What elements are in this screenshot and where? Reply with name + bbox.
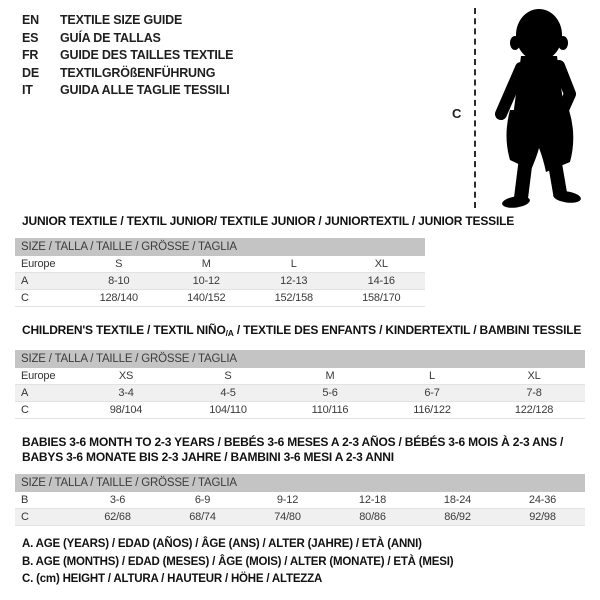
lang-row-en (22, 12, 233, 30)
footnote-c: C. (cm) HEIGHT / ALTURA / HAUTEUR / HÖHE / ALTEZZA (22, 573, 323, 585)
table-cell: M (163, 256, 251, 273)
row-label: C (15, 509, 75, 526)
row-label: Europe (15, 256, 75, 273)
table-cell: 12-18 (330, 492, 415, 509)
babies-size-table (15, 474, 585, 526)
row-label: A (15, 385, 75, 402)
lang-code: IT (22, 83, 33, 97)
children-table-title (22, 323, 585, 341)
table-cell: 86/92 (415, 509, 500, 526)
table-cell: 10-12 (163, 273, 251, 290)
height-c-label: C (452, 106, 462, 121)
table-row-age (15, 273, 425, 290)
table-cell: 158/170 (338, 290, 426, 307)
table-cell: 6-7 (381, 385, 483, 402)
legend-footnotes (22, 536, 453, 589)
height-figure (450, 6, 596, 208)
table-row-height (15, 509, 585, 526)
table-cell: M (279, 368, 381, 385)
table-cell: 140/152 (163, 290, 251, 307)
table-row-months (15, 492, 585, 509)
table-cell: 92/98 (500, 509, 585, 526)
table-cell: XS (75, 368, 177, 385)
table-cell: 3-6 (75, 492, 160, 509)
babies-table-title (22, 435, 585, 465)
table-cell: S (177, 368, 279, 385)
table-cell: 4-5 (177, 385, 279, 402)
table-cell: 3-4 (75, 385, 177, 402)
babies-title-line2: BABYS 3-6 MONATE BIS 2-3 JAHRE / BAMBINI 3-6 MESI A 2-3 ANNI (22, 450, 394, 464)
lang-title: GUIDA ALLE TAGLIE TESSILI (60, 83, 230, 97)
children-size-table (15, 350, 585, 419)
table-cell: 7-8 (483, 385, 585, 402)
table-cell: 18-24 (415, 492, 500, 509)
children-title-text: CHILDREN'S TEXTILE / TEXTIL NIÑO (22, 323, 226, 337)
table-cell: 12-13 (250, 273, 338, 290)
lang-row-de (22, 65, 233, 83)
table-cell: 5-6 (279, 385, 381, 402)
row-label: B (15, 492, 75, 509)
row-label: C (15, 402, 75, 419)
table-cell: 122/128 (483, 402, 585, 419)
size-header-row (15, 350, 585, 368)
baby-silhouette-icon (486, 6, 594, 208)
language-title-list (22, 12, 233, 100)
lang-code: EN (22, 13, 39, 27)
row-label: Europe (15, 368, 75, 385)
babies-title-line1: BABIES 3-6 MONTH TO 2-3 YEARS / BEBÉS 3-6 MESES A 2-3 AÑOS / BÉBÉS 3-6 MOIS À 2-3 ANS / (22, 435, 564, 449)
table-cell: 14-16 (338, 273, 426, 290)
table-cell: L (381, 368, 483, 385)
size-header-row (15, 238, 425, 256)
table-cell: 9-12 (245, 492, 330, 509)
table-cell: 128/140 (75, 290, 163, 307)
lang-code: DE (22, 65, 39, 80)
table-cell: 152/158 (250, 290, 338, 307)
table-cell: 98/104 (75, 402, 177, 419)
table-cell: 24-36 (500, 492, 585, 509)
table-cell: 74/80 (245, 509, 330, 526)
height-dashed-line (474, 8, 476, 208)
children-title-sub: /A (225, 328, 234, 338)
row-label: C (15, 290, 75, 307)
footnote-b: B. AGE (MONTHS) / EDAD (MESES) / ÂGE (MOIS) / ALTER (MONATE) / ETÀ (MESI) (22, 555, 454, 568)
table-cell: 104/110 (177, 402, 279, 419)
table-row-height (15, 402, 585, 419)
footnote-a: A. AGE (YEARS) / EDAD (AÑOS) / ÂGE (ANS) / ALTER (JAHRE) / ETÀ (ANNI) (22, 538, 422, 550)
table-row-europe (15, 256, 425, 273)
lang-row-fr (22, 47, 233, 65)
table-cell: XL (338, 256, 426, 273)
lang-row-it (22, 82, 233, 100)
table-cell: L (250, 256, 338, 273)
table-cell: 80/86 (330, 509, 415, 526)
table-cell: 8-10 (75, 273, 163, 290)
junior-size-table (15, 238, 425, 307)
size-header: SIZE / TALLA / TAILLE / GRÖSSE / TAGLIA (15, 238, 425, 256)
table-cell: 110/116 (279, 402, 381, 419)
lang-code: FR (22, 48, 39, 62)
lang-title: TEXTILGRÖßENFÜHRUNG (60, 65, 216, 80)
children-title-text: / TEXTILE DES ENFANTS / KINDERTEXTIL / BAMBINI TESSILE (233, 323, 582, 337)
table-cell: 116/122 (381, 402, 483, 419)
size-header: SIZE / TALLA / TAILLE / GRÖSSE / TAGLIA (15, 474, 585, 492)
table-cell: S (75, 256, 163, 273)
row-label: A (15, 273, 75, 290)
lang-row-es (22, 30, 233, 48)
table-row-height (15, 290, 425, 307)
lang-title: GUÍA DE TALLAS (60, 30, 161, 45)
size-header-row (15, 474, 585, 492)
table-row-age (15, 385, 585, 402)
lang-title: GUIDE DES TAILLES TEXTILE (60, 48, 234, 62)
table-cell: 68/74 (160, 509, 245, 526)
lang-code: ES (22, 30, 39, 45)
table-row-europe (15, 368, 585, 385)
table-cell: XL (483, 368, 585, 385)
table-cell: 6-9 (160, 492, 245, 509)
lang-title: TEXTILE SIZE GUIDE (60, 13, 183, 27)
size-header: SIZE / TALLA / TAILLE / GRÖSSE / TAGLIA (15, 350, 585, 368)
size-tables-section (15, 214, 585, 542)
junior-table-title: JUNIOR TEXTILE / TEXTIL JUNIOR/ TEXTILE JUNIOR / JUNIORTEXTIL / JUNIOR TESSILE (22, 214, 515, 228)
table-cell: 62/68 (75, 509, 160, 526)
